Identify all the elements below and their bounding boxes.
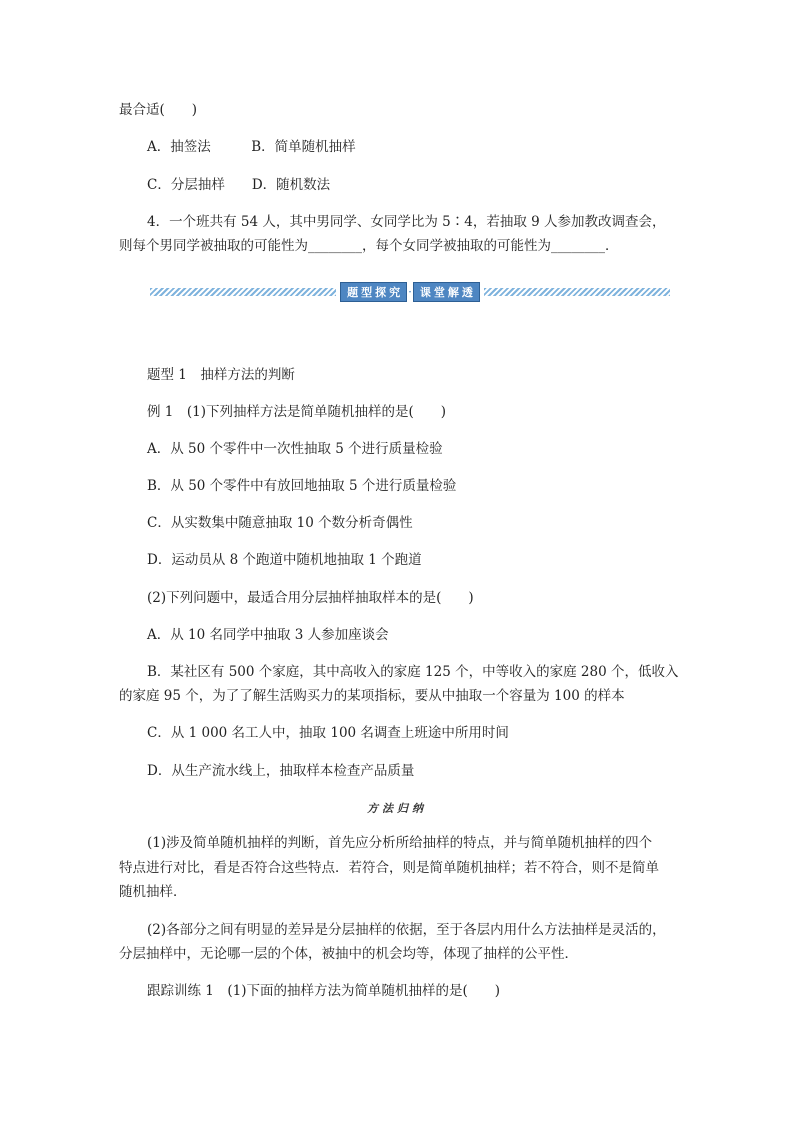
example-2-option-d: D．从生产流水线上，抽取样本检查产品质量 bbox=[147, 763, 415, 779]
example-2-option-a: A．从 10 名同学中抽取 3 人参加座谈会 bbox=[147, 627, 389, 643]
method-paragraph-1-line-3: 随机抽样． bbox=[119, 884, 187, 900]
method-paragraph-1-line-1: (1)涉及简单随机抽样的判断，首先应分析所给抽样的特点，并与简单随机抽样的四个 bbox=[147, 835, 653, 851]
banner-stripe-left bbox=[150, 288, 336, 296]
example-1-option-d: D．运动员从 8 个跑道中随机地抽取 1 个跑道 bbox=[147, 552, 422, 568]
question-continuation: 最合适( ) bbox=[119, 102, 198, 118]
question-4-line-2: 则每个男同学被抽取的可能性为________，每个女同学被抽取的可能性为________． bbox=[119, 238, 619, 254]
method-paragraph-1-line-2: 特点进行对比，看是否符合这些特点．若符合，则是简单随机抽样；若不符合，则不是简单 bbox=[119, 860, 659, 876]
banner-tag-right: 课堂解透 bbox=[413, 282, 480, 302]
example-2-option-c: C．从 1 000 名工人中，抽取 100 名调查上班途中所用时间 bbox=[147, 725, 509, 741]
banner-label bbox=[340, 282, 480, 302]
method-paragraph-2-line-1: (2)各部分之间有明显的差异是分层抽样的依据，至于各层内用什么方法抽样是灵活的， bbox=[147, 922, 666, 938]
section-title: 题型 1 抽样方法的判断 bbox=[147, 367, 295, 383]
banner-separator: · bbox=[408, 285, 412, 299]
section-banner bbox=[150, 283, 670, 301]
example-1-question-2: (2)下列问题中，最适合用分层抽样抽取样本的是( ) bbox=[147, 590, 474, 606]
options-c-d: C．分层抽样 D．随机数法 bbox=[147, 177, 331, 193]
example-1-option-b: B．从 50 个零件中有放回地抽取 5 个进行质量检验 bbox=[147, 478, 457, 494]
example-2-option-b-line-1: B．某社区有 500 个家庭，其中高收入的家庭 125 个，中等收入的家庭 280 个，低收入 bbox=[147, 664, 679, 680]
example-1-question-1: 例 1 (1)下列抽样方法是简单随机抽样的是( ) bbox=[147, 404, 447, 420]
example-2-option-b-line-2: 的家庭 95 个，为了了解生活购买力的某项指标，要从中抽取一个容量为 100 的样本 bbox=[119, 688, 625, 704]
question-4-line-1: 4．一个班共有 54 人，其中男同学、女同学比为 5∶4，若抽取 9 人参加教改调查会， bbox=[147, 214, 666, 230]
banner-stripe-right bbox=[484, 288, 670, 296]
banner-tag-left: 题型探究 bbox=[340, 282, 407, 302]
example-1-option-a: A．从 50 个零件中一次性抽取 5 个进行质量检验 bbox=[147, 441, 443, 457]
practice-question: 跟踪训练 1 (1)下面的抽样方法为简单随机抽样的是( ) bbox=[147, 983, 501, 999]
method-paragraph-2-line-2: 分层抽样中，无论哪一层的个体，被抽中的机会均等，体现了抽样的公平性． bbox=[119, 946, 578, 962]
method-summary-title: 方法归纳 bbox=[367, 802, 427, 815]
options-a-b: A．抽签法 B．简单随机抽样 bbox=[147, 139, 356, 155]
example-1-option-c: C．从实数集中随意抽取 10 个数分析奇偶性 bbox=[147, 515, 413, 531]
